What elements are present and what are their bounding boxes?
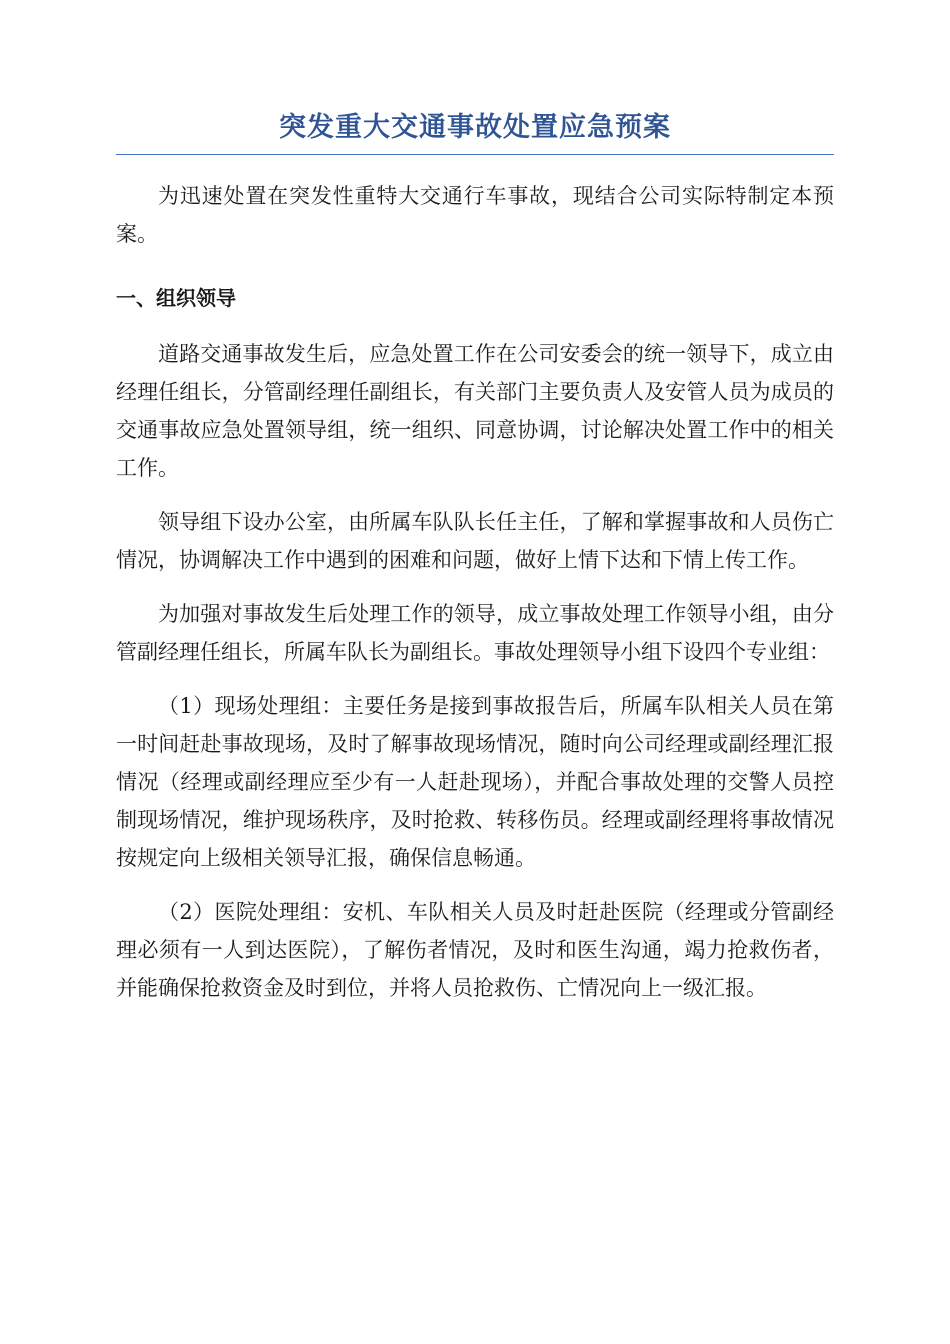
spacer (116, 579, 834, 595)
spacer (116, 487, 834, 503)
spacer (116, 253, 834, 283)
paragraph-scene-group: （1）现场处理组：主要任务是接到事故报告后，所属车队相关人员在第一时间赶赴事故现场，及时了解事故现场情况，随时向公司经理或副经理汇报情况（经理或副经理应至少有一人赶赴现场），并配合事故处理的交警人员控制现场情况，维护现场秩序，及时抢救、转移伤员。经理或副经理将事故情况按规定向上级相关领导汇报，确保信息畅通。 (116, 694, 834, 870)
spacer (116, 671, 834, 687)
spacer (116, 313, 834, 335)
paragraph-handling-group: 为加强对事故发生后处理工作的领导，成立事故处理工作领导小组，由分管副经理任组长，所属车队长为副组长。事故处理领导小组下设四个专业组： (116, 602, 834, 664)
document-title: 突发重大交通事故处置应急预案 (116, 108, 834, 155)
spacer (116, 155, 834, 177)
section-heading-organization: 一、组织领导 (116, 286, 236, 310)
paragraph-hospital-group: （2）医院处理组：安机、车队相关人员及时赶赴医院（经理或分管副经理必须有一人到达医院），了解伤者情况，及时和医生沟通，竭力抢救伤者，并能确保抢救资金及时到位，并将人员抢救伤、亡情况向上一级汇报。 (116, 900, 834, 1000)
document-page (116, 108, 834, 1007)
paragraph-office: 领导组下设办公室，由所属车队队长任主任，了解和掌握事故和人员伤亡情况，协调解决工作中遇到的困难和问题，做好上情下达和下情上传工作。 (116, 510, 834, 572)
spacer (116, 877, 834, 893)
intro-paragraph: 为迅速处置在突发性重特大交通行车事故，现结合公司实际特制定本预案。 (116, 184, 834, 246)
paragraph-leadership-group: 道路交通事故发生后，应急处置工作在公司安委会的统一领导下，成立由经理任组长，分管副经理任副组长，有关部门主要负责人及安管人员为成员的交通事故应急处置领导组，统一组织、同意协调，讨论解决处置工作中的相关工作。 (116, 342, 834, 480)
